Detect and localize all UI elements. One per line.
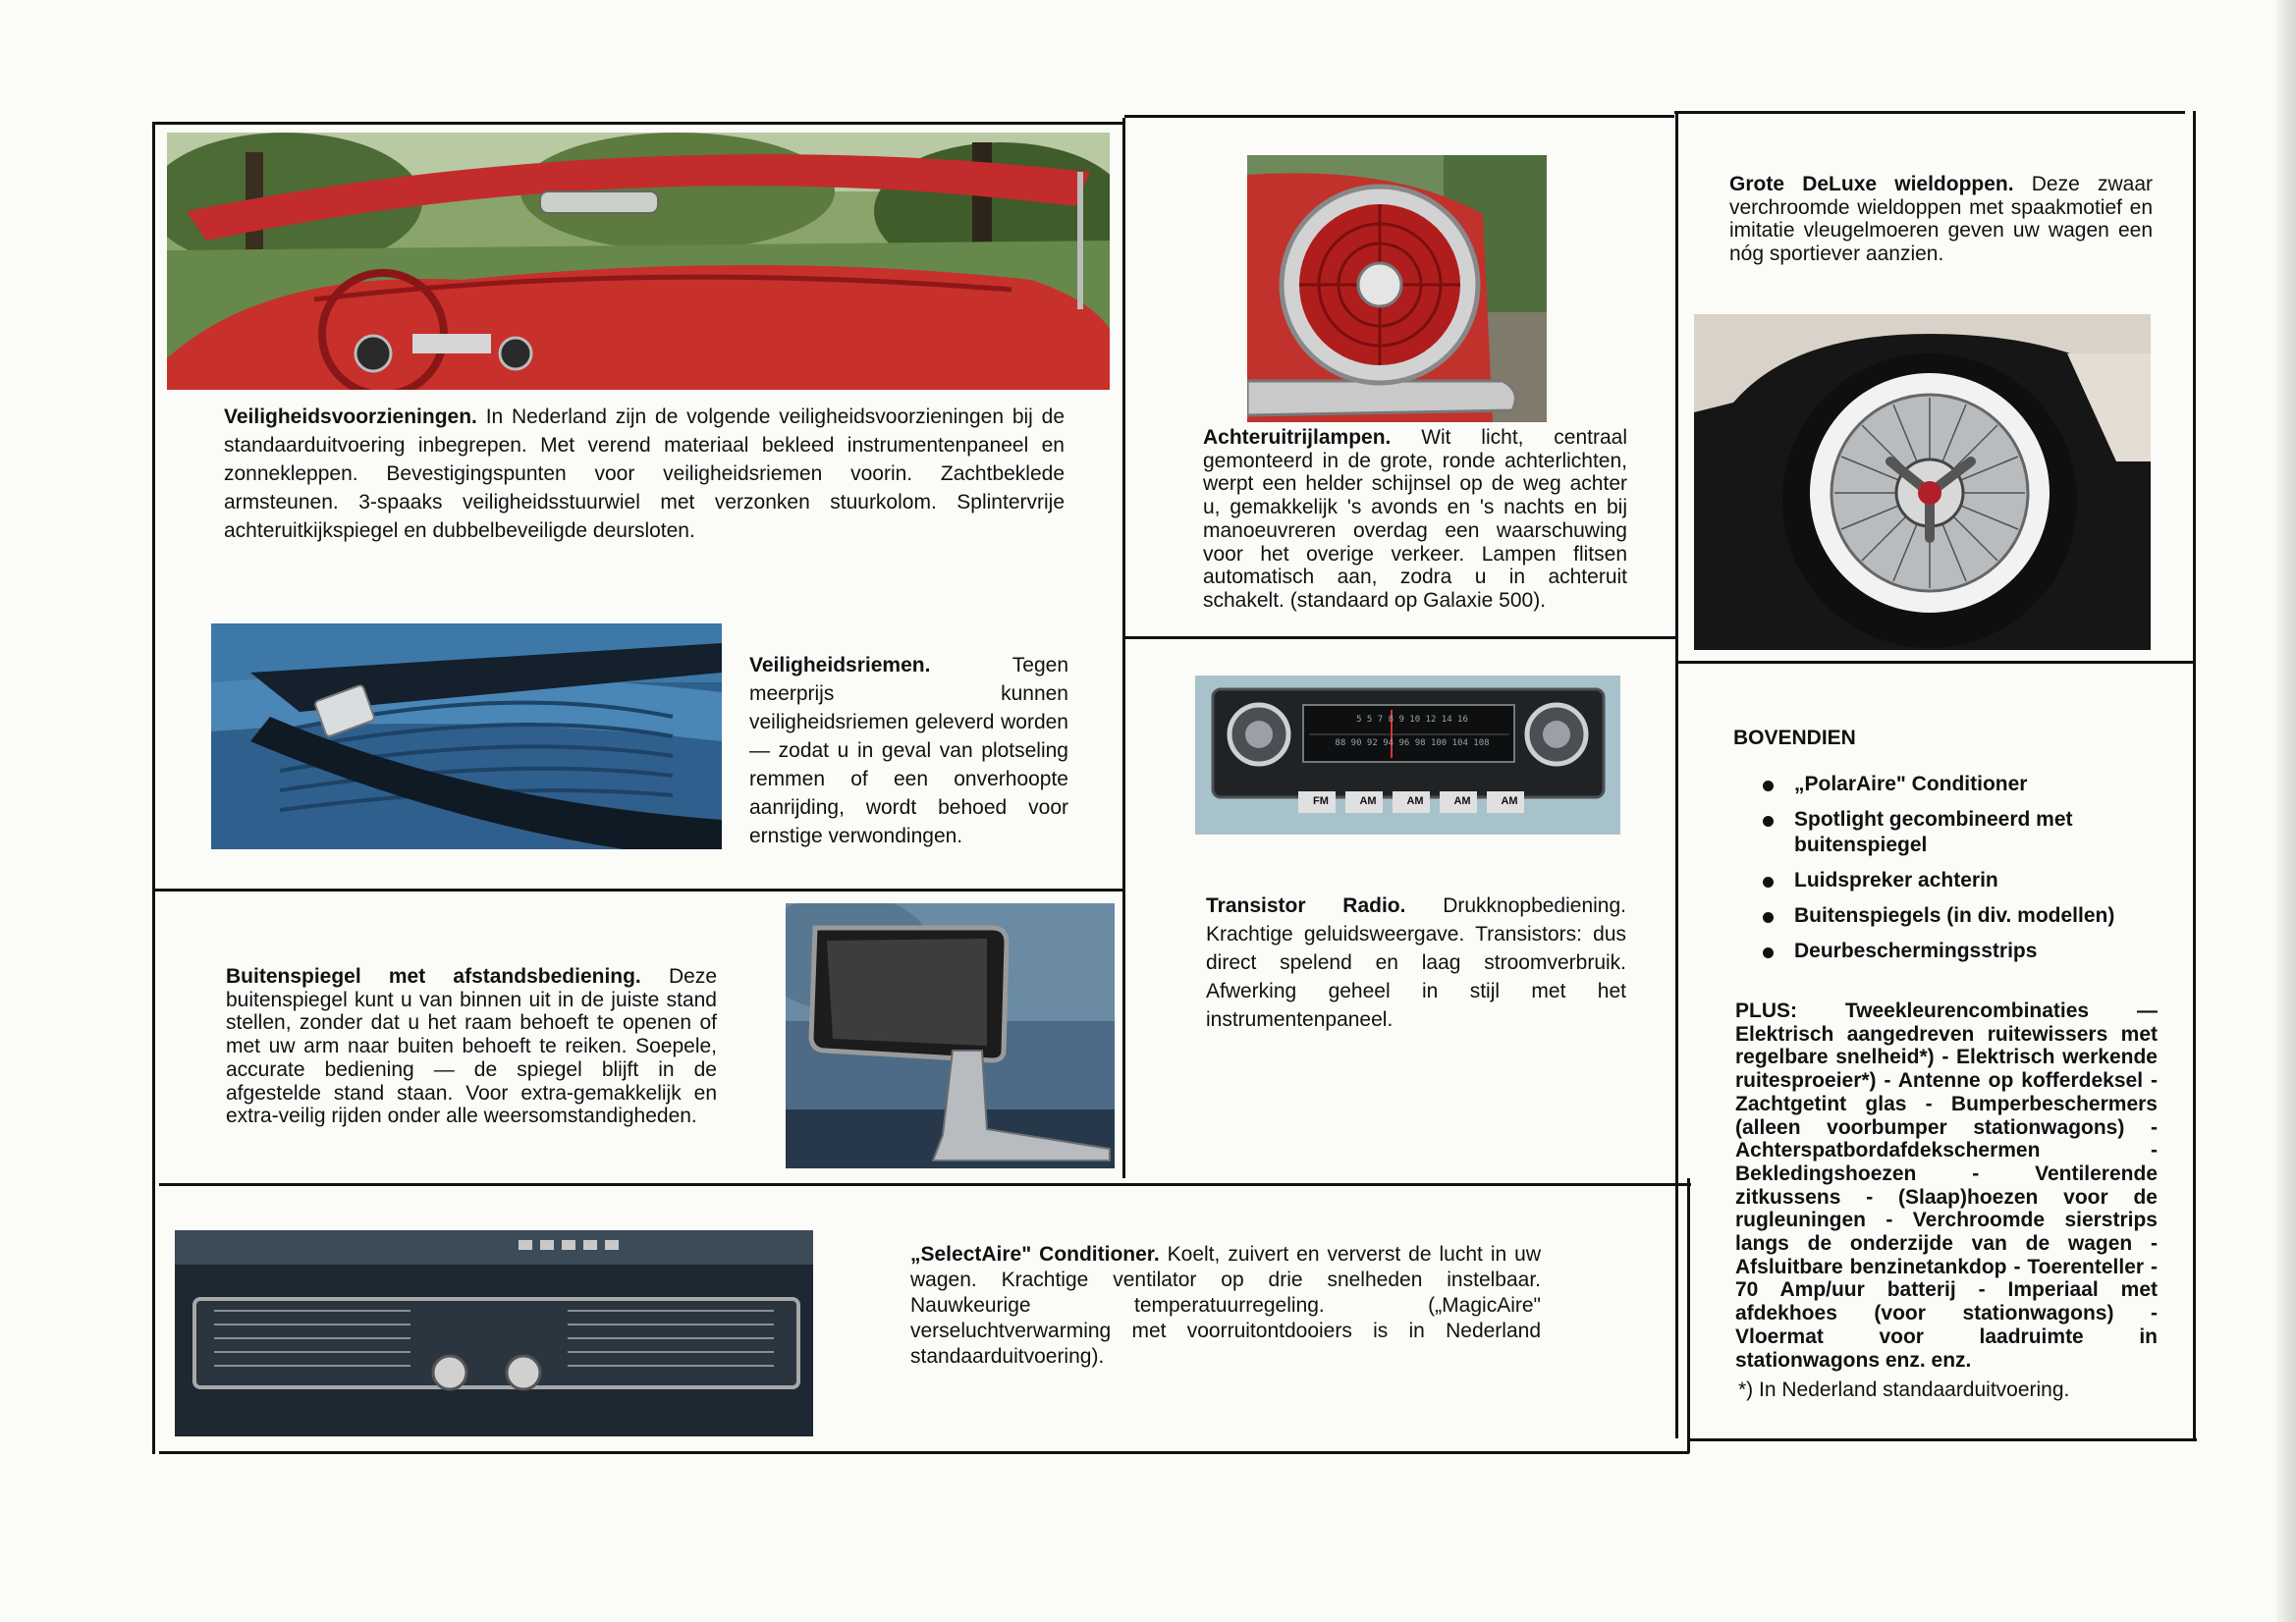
mirror-photo (786, 903, 1115, 1168)
page-edge-shadow (2276, 0, 2296, 1622)
frame-bottom-right (1689, 1438, 2197, 1441)
extras-plus: PLUS: Tweekleurencombinaties — Elektrisch aangedreven ruitewissers met regelbare snelheid*) - Elektrisch werkende ruitesproeier*) - Antenne op kofferdeksel - Zachtgetint glas - Bumperbeschermers (alleen voorbumper stationwagons) - Achterspatbordafdekschermen - Bekledingshoezen - Ventilerende zitkussens - (Slaap)hoezen voor de rugleuningen - Verchroomde sierstrips langs de onderzijde van de wagen - Afsluitbare benzinetankdop - Toerenteller - 70 Amp/uur batterij - Imperiaal met afdekhoes (voor stationwagons) - Vloermat voor laadruimte in stationwagons enz. enz. (1735, 1000, 2158, 1372)
backup-text (1203, 426, 1627, 613)
mirror-title: Buitenspiegel met afstandsbediening. (226, 965, 641, 988)
selectaire-text (910, 1242, 1541, 1370)
radio-dial-top: 5 5 7 8 9 10 12 14 16 (1356, 715, 1468, 725)
wheels-text (1729, 173, 2153, 266)
extras-list (1733, 772, 2165, 974)
divider-v2 (1675, 113, 1678, 1438)
dashboard-photo (167, 133, 1110, 390)
frame-bottom (159, 1451, 1689, 1454)
safety-title: Veiligheidsvoorzieningen. (224, 406, 477, 428)
safety-body: In Nederland zijn de volgende veiligheidsvoorzieningen bij de standaarduitvoering inbegrepen. Met verend materiaal bekleed instrumentenpaneel en zonnekleppen. Bevestigingspunten voor veiligheidsriemen voorin. Zachtbeklede armsteunen. 3-spaaks veiligheidsstuurwiel met verzonken stuurkolom. Splintervrije achteruitkijkspiegel en dubbelbeveiligde deursloten. (224, 406, 1065, 542)
divider-h1 (155, 889, 1125, 892)
wheels-body: Deze zwaar verchroomde wieldoppen met spaakmotief en imitatie vleugelmoeren geven uw wagen een nóg sportiever aanzien. (1729, 173, 2153, 266)
radio-button-3: AM (1406, 795, 1424, 807)
seatbelts-body: Tegen meerprijs kunnen veiligheidsriemen geleverd worden — zodat u in geval van plotseling remmen of een onverhoopte aanrijding, wordt behoed voor ernstige verwondingen. (749, 654, 1068, 847)
radio-button-2: AM (1359, 795, 1377, 807)
radio-button-1: FM (1313, 795, 1329, 807)
radio-text (1206, 892, 1626, 1034)
radio-preset-labels (1298, 795, 1534, 811)
radio-button-5: AM (1501, 795, 1518, 807)
divider-h4 (1678, 661, 2195, 664)
frame-top-left (152, 122, 1124, 125)
frame-top-right (1674, 111, 2185, 114)
backup-title: Achteruitrijlampen. (1203, 426, 1392, 449)
radio-title: Transistor Radio. (1206, 894, 1406, 917)
selectaire-title: „SelectAire" Conditioner. (910, 1243, 1160, 1266)
divider-h2 (159, 1183, 1691, 1186)
safety-text (224, 403, 1065, 545)
backup-body: Wit licht, centraal gemonteerd in de grote, ronde achterlichten, werpt een helder schijnsel op de weg achter u, gemakkelijk 's avonds en 's nachts en bij manoeuvreren overdag een waarschuwing voor het overige verkeer. Lampen flitsen automatisch aan, zodra u in achteruit schakelt. (standaard op Galaxie 500). (1203, 426, 1627, 612)
frame-left (152, 122, 155, 1454)
frame-right (2193, 111, 2196, 1441)
selectaire-body: Koelt, zuivert en ververst de lucht in uw wagen. Krachtige ventilator op drie snelheden instelbaar. Nauwkeurige temperatuurregeling. („MagicAire" verseluchtverwarming met voorruitontdooiers is in Nederland standaarduitvoering). (910, 1243, 1541, 1368)
extras-item: „PolarAire" Conditioner (1733, 772, 2165, 797)
seatbelts-title: Veiligheidsriemen. (749, 654, 931, 676)
divider-v3 (1687, 1178, 1690, 1453)
wheels-title: Grote DeLuxe wieldoppen. (1729, 173, 2014, 195)
divider-h3 (1125, 636, 1678, 639)
taillight-photo (1247, 155, 1547, 422)
extras-item: Buitenspiegels (in div. modellen) (1733, 903, 2165, 929)
radio-dial-bottom: 88 90 92 94 96 98 100 104 108 (1335, 738, 1490, 748)
radio-body: Drukknopbediening. Krachtige geluidsweergave. Transistors: dus direct spelend en laag stroomverbruik. Afwerking geheel in stijl met het instrumentenpaneel. (1206, 894, 1626, 1031)
divider-v1 (1122, 118, 1125, 1178)
extras-heading: BOVENDIEN (1733, 727, 1856, 749)
wheel-photo (1694, 314, 2151, 650)
selectaire-photo (175, 1230, 813, 1436)
mirror-text (226, 965, 717, 1128)
extras-item: Deurbeschermingsstrips (1733, 939, 2165, 964)
mirror-body: Deze buitenspiegel kunt u van binnen uit in de juiste stand stellen, zonder dat u het raam behoeft te openen of met uw arm naar buiten behoeft te reiken. Soepele, accurate bediening — de spiegel blijft in de afgestelde stand staan. Voor extra-gemakkelijk en extra-veilig rijden onder alle weersomstandigheden. (226, 965, 718, 1128)
extras-item: Spotlight gecombineerd met buitenspiegel (1733, 807, 2165, 858)
extras-item: Luidspreker achterin (1733, 868, 2165, 893)
seatbelts-text (749, 651, 1068, 850)
radio-button-4: AM (1453, 795, 1471, 807)
seatbelt-photo (211, 623, 722, 849)
extras-footnote: *) In Nederland standaarduitvoering. (1738, 1379, 2070, 1401)
frame-top-mid (1124, 115, 1674, 118)
